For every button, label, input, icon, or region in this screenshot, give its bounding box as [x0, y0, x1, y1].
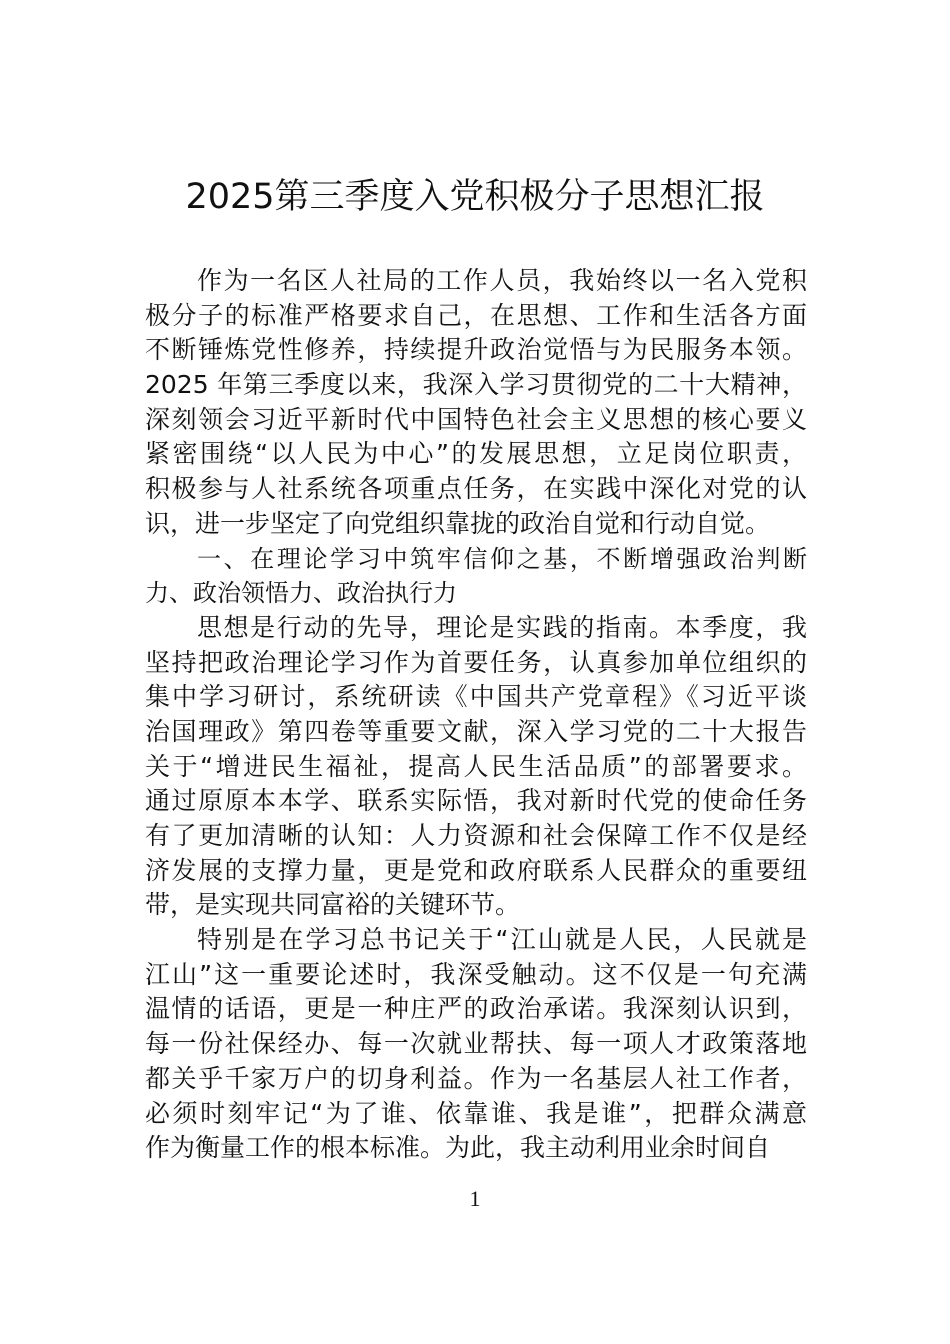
text-line: 极分子的标准严格要求自己，在思想、工作和生活各方面 [145, 300, 807, 330]
text-line: 关于“增进民生福祉，提高人民生活品质”的部署要求。 [145, 751, 807, 781]
text-line: 2025 年第三季度以来，我深入学习贯彻党的二十大精神， [145, 370, 807, 400]
text-line: 特别是在学习总书记关于“江山就是人民，人民就是 [197, 925, 807, 955]
text-line: 治国理政》第四卷等重要文献，深入学习党的二十大报告 [145, 716, 807, 746]
text-line: 作为一名区人社局的工作人员，我始终以一名入党积 [197, 266, 807, 295]
text-line: 力、政治领悟力、政治执行力 [145, 579, 457, 608]
text-line: 不断锤炼党性修养，持续提升政治觉悟与为民服务本领。 [145, 335, 807, 365]
paragraph [145, 264, 807, 542]
text-line: 带，是实现共同富裕的关键环节。 [145, 890, 521, 920]
text-line: 通过原原本本学、联系实际悟，我对新时代党的使命任务 [145, 786, 807, 816]
text-line: 温情的话语，更是一种庄严的政治承诺。我深刻认识到， [145, 994, 807, 1024]
text-line: 识，进一步坚定了向党组织靠拢的政治自觉和行动自觉。 [145, 508, 771, 538]
text-line: 必须时刻牢记“为了谁、依靠谁、我是谁”，把群众满意 [145, 1098, 807, 1128]
text-line: 每一份社保经办、每一次就业帮扶、每一项人才政策落地 [145, 1029, 807, 1059]
text-line: 有了更加清晰的认知：人力资源和社会保障工作不仅是经 [145, 821, 807, 850]
document-body [145, 264, 807, 1166]
text-line: 集中学习研讨，系统研读《中国共产党章程》《习近平谈 [145, 682, 807, 712]
text-line: 坚持把政治理论学习作为首要任务，认真参加单位组织的 [145, 647, 807, 677]
paragraph [145, 923, 807, 1166]
paragraph [145, 611, 807, 923]
text-line: 积极参与人社系统各项重点任务，在实践中深化对党的认 [145, 474, 807, 504]
text-line: 紧密围绕“以人民为中心”的发展思想，立足岗位职责， [145, 439, 807, 469]
text-line: 一、在理论学习中筑牢信仰之基，不断增强政治判断 [197, 544, 807, 573]
text-line: 思想是行动的先导，理论是实践的指南。本季度，我 [197, 612, 807, 642]
page-number: 1 [469, 1186, 481, 1211]
text-line: 济发展的支撑力量，更是党和政府联系人民群众的重要纽 [145, 855, 807, 885]
text-line: 都关乎千家万户的切身利益。作为一名基层人社工作者， [145, 1063, 807, 1093]
text-line: 深刻领会习近平新时代中国特色社会主义思想的核心要义 [145, 404, 807, 434]
document-title: 2025第三季度入党积极分子思想汇报 [185, 177, 765, 217]
text-line: 作为衡量工作的根本标准。为此，我主动利用业余时间自 [145, 1133, 771, 1163]
text-line: 江山”这一重要论述时，我深受触动。这不仅是一句充满 [145, 959, 807, 989]
section-heading [145, 542, 807, 611]
